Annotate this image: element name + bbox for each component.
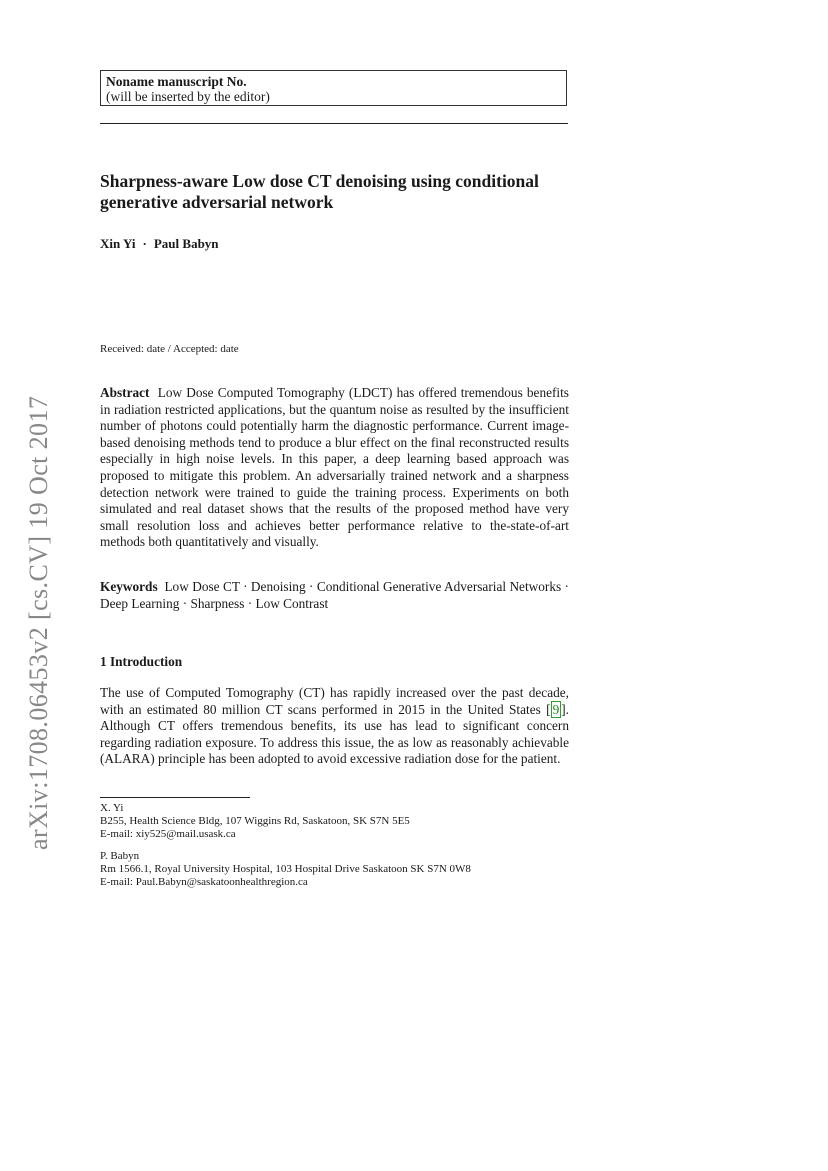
intro-text-part: ]. Although CT offers tremendous benefits, its use has lead to significant concern regarding radiation exposure. To address this issue, the as low as reasonably achievable (ALARA) principle has been adopted to avoid excessive radiation dose for the patient. [100, 701, 569, 767]
footnote-email: E-mail: xiy525@mail.usask.ca [100, 828, 236, 840]
paper-title: Sharpness-aware Low dose CT denoising using conditional generative adversarial network [100, 171, 539, 212]
abstract-label: Abstract [100, 385, 150, 400]
citation-link[interactable]: 9 [552, 701, 560, 717]
header-rule [100, 123, 568, 124]
abstract [100, 385, 569, 551]
author-name: Xin Yi [100, 236, 136, 251]
footnote-name: P. Babyn [100, 850, 140, 862]
keywords-label: Keywords [100, 579, 158, 594]
section-heading: 1 Introduction [100, 654, 183, 669]
author-footnote [100, 850, 471, 889]
abstract-text: Low Dose Computed Tomography (LDCT) has offered tremendous benefits in radiation restricted applications, but the quantum noise as resulted by the insufficient number of photons could potentially harm the diagnostic performance. Current image-based denoising methods tend to produce a blur effect on the final reconstructed results especially in high noise levels. In this paper, a deep learning based approach was proposed to mitigate this problem. An adversarially trained network and a sharpness detection network were trained to guide the training process. Experiments on both simulated and real dataset shows that the results of the proposed method have very small resolution loss and achieves better performance relative to the-state-of-art methods both quantitatively and visually. [100, 385, 569, 550]
received-date: Received: date / Accepted: date [100, 343, 239, 355]
author-list [100, 236, 219, 252]
manuscript-label: Noname manuscript No. [106, 74, 247, 89]
intro-text-part: The use of Computed Tomography (CT) has rapidly increased over the past decade, with an estimated 80 million CT scans performed in 2015 in the United States [ [100, 685, 569, 717]
author-footnote [100, 802, 410, 841]
footnote-name: X. Yi [100, 802, 124, 814]
arxiv-stamp-text: arXiv:1708.06453v2 [cs.CV] 19 Oct 2017 [24, 395, 53, 850]
introduction-paragraph [100, 685, 569, 768]
manuscript-header-box [100, 70, 567, 106]
keywords-text: Low Dose CT · Denoising · Conditional Generative Adversarial Networks · Deep Learning · Sharpness · Low Contrast [100, 579, 569, 611]
footnote-rule [100, 797, 250, 798]
footnote-address: Rm 1566.1, Royal University Hospital, 103 Hospital Drive Saskatoon SK S7N 0W8 [100, 863, 471, 875]
keywords [100, 579, 569, 612]
footnote-address: B255, Health Science Bldg, 107 Wiggins Rd, Saskatoon, SK S7N 5E5 [100, 815, 410, 827]
author-name: Paul Babyn [153, 236, 219, 251]
author-separator: · [142, 236, 147, 251]
editor-note: (will be inserted by the editor) [106, 89, 270, 104]
footnote-email: E-mail: Paul.Babyn@saskatoonhealthregion.ca [100, 876, 308, 888]
arxiv-stamp [24, 365, 54, 850]
